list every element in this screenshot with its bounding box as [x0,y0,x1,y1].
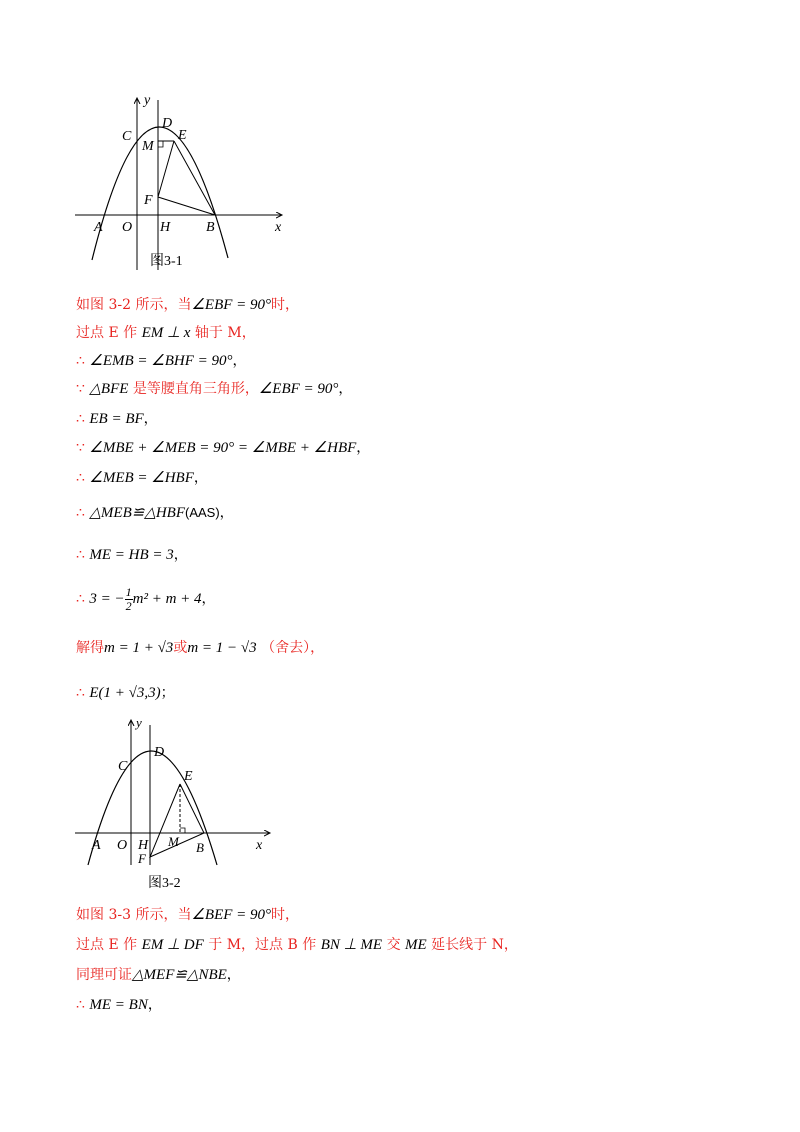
p1-l12-end: ； [160,685,175,701]
p1-l11-or: 或 [173,640,188,656]
label-d: D [154,745,165,760]
p1-l3-end: ， [232,353,247,369]
label-a: A [92,838,101,853]
label-e: E [184,769,193,784]
because-symbol: ∵ [76,381,85,397]
label-d: D [162,116,173,131]
p1-l5-end: ， [143,411,158,427]
because-symbol: ∵ [76,440,85,456]
label-f: F [138,851,146,866]
p2-l4-expr: ME = BN [89,997,148,1013]
label-e: E [178,128,187,143]
p1-l10-lhs: 3 = − [89,591,125,607]
p1-l11-expr1: m = 1 + √3 [104,640,174,656]
p2-l2-expr2: BN ⊥ ME [320,937,383,953]
fraction-denominator: 2 [125,598,132,613]
p2-line-1 [76,905,299,925]
therefore-symbol: ∴ [76,470,85,486]
p1-l2-tail: 轴于 M， [194,325,256,341]
label-c: C [118,759,128,774]
p1-l4-expr: △BFE [89,381,129,397]
p2-l1-text: 如图 3-3 所示，当 [76,907,192,923]
p1-l9-expr: ME = HB = 3 [89,547,174,563]
label-b: B [196,840,204,855]
figure-3-2 [70,715,280,895]
label-a: A [94,220,103,235]
figure-3-1 [70,90,290,275]
label-x: x [256,838,263,853]
therefore-symbol: ∴ [76,505,85,521]
label-x: x [275,220,282,235]
therefore-symbol: ∴ [76,997,85,1013]
p1-l7-expr: ∠MEB = ∠HBF [89,470,194,486]
p1-l3-expr: ∠EMB = ∠BHF = 90° [89,353,233,369]
fraction-numerator: 1 [125,584,132,599]
p2-l2-expr: EM ⊥ DF [141,937,204,953]
fraction-one-half [125,586,133,613]
label-y: y [136,715,142,730]
p1-l6-end: ， [356,440,371,456]
p1-l2-expr: EM ⊥ x [141,325,191,341]
label-m: M [168,834,179,849]
p2-l2-text: 过点 E 作 [76,937,138,953]
p1-l11-text: 解得 [76,640,104,656]
p1-l2-text: 过点 E 作 [76,325,138,341]
p1-l1-text: 如图 3-2 所示，当 [76,297,192,313]
p1-line-8 [76,503,234,523]
p1-line-3 [76,351,247,371]
p1-l4-end: ， [338,381,353,397]
label-h: H [160,220,171,235]
p1-l9-end: ， [173,547,188,563]
p2-l3-end: ， [226,967,241,983]
label-c: C [122,129,132,144]
therefore-symbol: ∴ [76,353,85,369]
triangle-efb [158,141,215,215]
figure-3-1-caption: 图3-1 [150,254,183,269]
p1-l6-expr: ∠MBE + ∠MEB = 90° = ∠MBE + ∠HBF [89,440,357,456]
p1-l11-expr2: m = 1 − √3 [187,640,257,656]
p2-l3-text: 同理可证 [76,967,132,983]
p1-l8-paren: (AAS) [185,505,220,520]
p1-line-2 [76,323,256,343]
p2-line-4 [76,995,162,1015]
p1-line-12 [76,683,175,703]
p1-l1-expr: ∠EBF = 90° [191,297,272,313]
p1-line-10 [76,582,216,616]
label-h: H [138,838,149,853]
therefore-symbol: ∴ [76,411,85,427]
p2-l4-end: ， [147,997,162,1013]
right-angle-mark [158,141,163,147]
label-f: F [144,193,153,208]
p1-l11-tail: （舍去）， [261,640,325,656]
p2-l1-tail: 时， [271,907,300,923]
p2-l2-expr3: ME [405,937,427,953]
p1-line-5 [76,409,158,429]
p1-line-7 [76,468,208,488]
label-o: O [117,838,128,853]
figure-3-2-caption: 图3-2 [148,876,181,891]
p1-l5-expr: EB = BF [89,411,144,427]
p2-line-2 [76,935,518,955]
p2-l2-text-b: 于 M，过点 B 作 [208,937,317,953]
p1-l4-expr2: ∠EBF = 90° [258,381,339,397]
p1-l4-text: 是等腰直角三角形， [132,381,259,397]
p2-l1-expr: ∠BEF = 90° [191,907,272,923]
p1-line-1 [76,295,299,315]
p2-line-3 [76,965,241,985]
therefore-symbol: ∴ [76,685,85,701]
p2-l3-expr: △MEF≌△NBE [132,967,227,983]
p1-l10-end: ， [201,591,216,607]
p2-l2-tail: 延长线于 N， [431,937,518,953]
figure-3-2-graph [70,715,280,895]
p1-line-9 [76,545,188,565]
p1-line-4 [76,379,352,399]
p1-l8-expr: △MEB≌△HBF [89,505,185,521]
label-y: y [144,93,151,108]
p1-l10-rhs: m² + m + 4 [132,591,202,607]
label-o: O [122,220,133,235]
p1-l1-tail: 时， [271,297,300,313]
p1-line-6 [76,438,370,458]
label-m: M [142,139,154,154]
label-b: B [206,220,215,235]
p2-l2-text-c: 交 [386,937,401,953]
p1-l8-end: ， [219,505,234,521]
therefore-symbol: ∴ [76,591,85,607]
therefore-symbol: ∴ [76,547,85,563]
p1-l12-expr: E(1 + √3,3) [89,685,161,701]
right-angle-mark [180,828,185,833]
p1-l7-end: ， [193,470,208,486]
figure-3-1-graph [70,90,290,275]
p1-line-11 [76,638,324,658]
